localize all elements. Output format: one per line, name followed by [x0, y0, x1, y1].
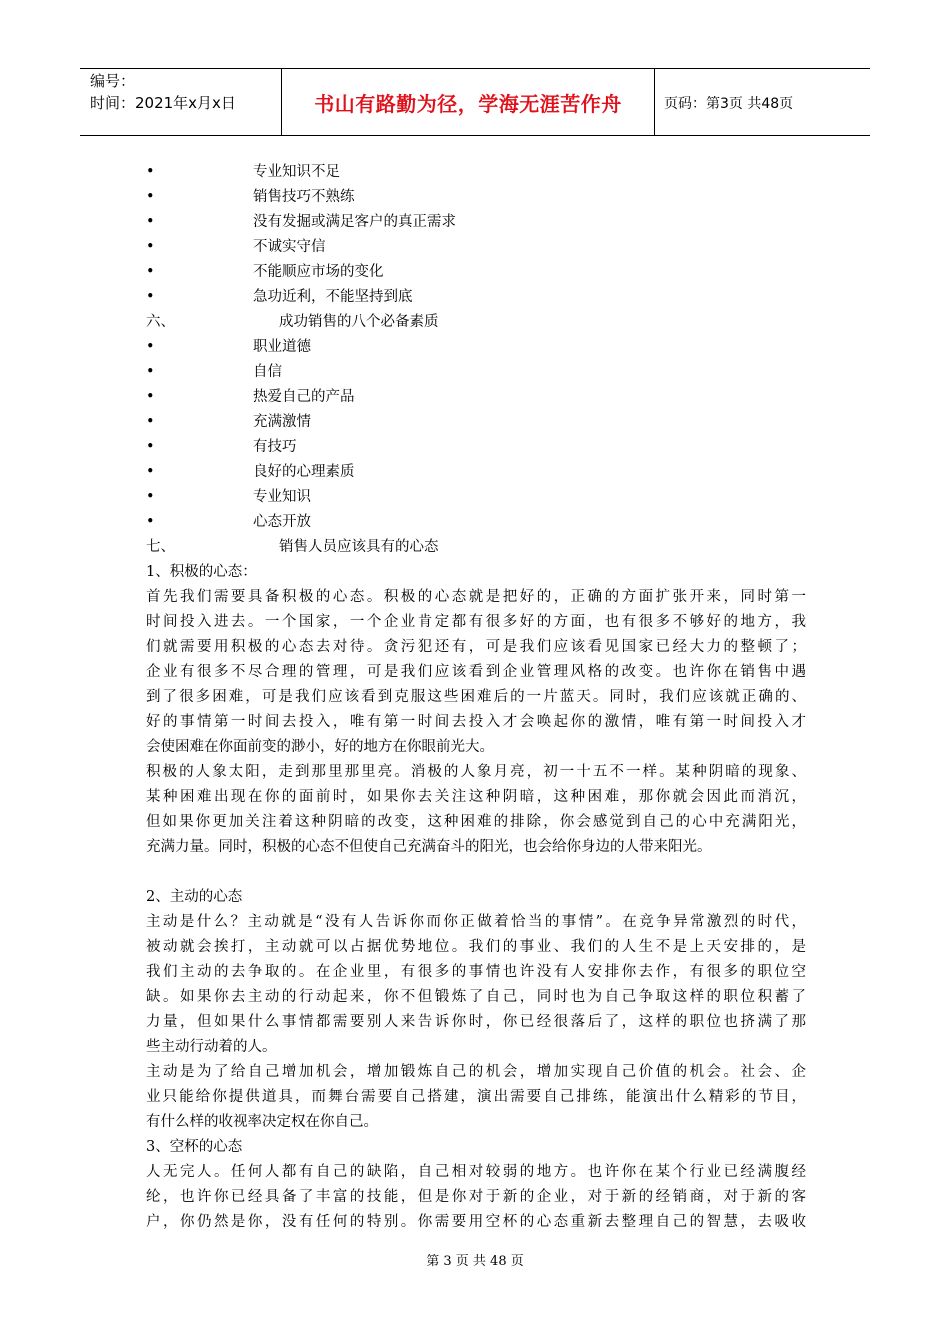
text-line: 企业有很多不尽合理的管理，可是我们应该看到企业管理风格的改变。也许你在销售中遇: [146, 664, 806, 680]
code-label: 编号：: [90, 72, 136, 90]
text-line: 纶，也许你已经具备了丰富的技能，但是你对于新的企业，对于新的经销商，对于新的客: [146, 1189, 806, 1205]
bullet-dot: •: [146, 289, 155, 305]
text-line: 户，你仍然是你，没有任何的特别。你需要用空杯的心态重新去整理自己的智慧，去吸收: [146, 1214, 806, 1230]
text-line: 首先我们需要具备积极的心态。积极的心态就是把好的，正确的方面扩张开来，同时第一: [146, 589, 806, 605]
text-line: 积极的人象太阳，走到那里那里亮。消极的人象月亮，初一十五不一样。某种阴暗的现象、: [146, 764, 806, 780]
bullet-dot: •: [146, 239, 155, 255]
bullet-dot: •: [146, 489, 155, 505]
header-page-info: 页码：第3页 共48页: [664, 96, 794, 112]
bullet-text: 急功近利，不能坚持到底: [253, 289, 413, 305]
text-line: 好的事情第一时间去投入，唯有第一时间去投入才会唤起你的激情，唯有第一时间投入才: [146, 714, 806, 730]
paragraph-proactive-1: [146, 910, 806, 1060]
bullet-dot: •: [146, 339, 155, 355]
bullet-text: 专业知识: [253, 489, 311, 505]
bullet-dot: •: [146, 464, 155, 480]
bullet-text: 销售技巧不熟练: [253, 189, 355, 205]
subheading-proactive: 2、主动的心态: [146, 889, 243, 905]
text-line: 有什么样的收视率决定权在你自己。: [146, 1114, 378, 1130]
document-body: [146, 160, 806, 1235]
text-line: 但如果你更加关注着这种阴暗的改变，这种困难的排除，你会感觉到自己的心中充满阳光，: [146, 814, 806, 830]
time-label: 时间：2021年x月x日: [90, 94, 236, 112]
bullet-item: [146, 285, 806, 310]
bullet-text: 专业知识不足: [253, 164, 340, 180]
bullet-item: [146, 360, 806, 385]
text-line: 缺。如果你去主动的行动起来，你不但锻炼了自己，同时也为自己争取这样的职位积蓄了: [146, 989, 806, 1005]
bullet-text: 不诚实守信: [253, 239, 326, 255]
paragraph-positive-2: [146, 760, 806, 860]
paragraph-positive-1: [146, 585, 806, 760]
bullet-text: 不能顺应市场的变化: [253, 264, 384, 280]
bullet-item: [146, 460, 806, 485]
section-heading-6: [146, 310, 806, 335]
bullet-item: [146, 185, 806, 210]
text-line: 某种困难出现在你的面前时，如果你去关注这种阴暗，这种困难，那你就会因此而消沉，: [146, 789, 806, 805]
bullet-text: 没有发掘或满足客户的真正需求: [253, 214, 456, 230]
text-line: 人无完人。任何人都有自己的缺陷，自己相对较弱的地方。也许你在某个行业已经满腹经: [146, 1164, 806, 1180]
text-line: 时间投入进去。一个国家，一个企业肯定都有很多好的方面，也有很多不够好的地方，我: [146, 614, 806, 630]
text-line: 我们主动的去争取的。在企业里，有很多的事情也许没有人安排你去作，有很多的职位空: [146, 964, 806, 980]
paragraph-proactive-2: [146, 1060, 806, 1135]
bullet-item: [146, 210, 806, 235]
text-line: 力量，但如果什么事情都需要别人来告诉你时，你已经很落后了，这样的职位也挤满了那: [146, 1014, 806, 1030]
bullet-dot: •: [146, 214, 155, 230]
paragraph-empty-cup: [146, 1160, 806, 1235]
bullet-text: 良好的心理素质: [253, 464, 355, 480]
header-top-rule: [80, 68, 870, 69]
bullet-text: 充满激情: [253, 414, 311, 430]
subheading-empty-cup: 3、空杯的心态: [146, 1139, 243, 1155]
bullet-list-qualities: [146, 335, 806, 535]
bullet-dot: •: [146, 189, 155, 205]
subheading-positive: 1、积极的心态：: [146, 564, 257, 580]
bullet-dot: •: [146, 439, 155, 455]
bullet-item: [146, 160, 806, 185]
bullet-item: [146, 435, 806, 460]
bullet-item: [146, 485, 806, 510]
bullet-dot: •: [146, 364, 155, 380]
bullet-text: 有技巧: [253, 439, 297, 455]
page-footer: 第 3 页 共 48 页: [426, 1254, 524, 1269]
text-line: 主动是什么？主动就是“没有人告诉你而你正做着恰当的事情”。在竞争异常激烈的时代，: [146, 914, 806, 930]
bullet-item: [146, 510, 806, 535]
bullet-text: 自信: [253, 364, 282, 380]
bullet-item: [146, 385, 806, 410]
section-number: 六、: [146, 314, 175, 330]
text-line: 会使困难在你面前变的渺小，好的地方在你眼前光大。: [146, 739, 494, 755]
text-line: 充满力量。同时，积极的心态不但使自己充满奋斗的阳光，也会给你身边的人带来阳光。: [146, 839, 712, 855]
bullet-item: [146, 410, 806, 435]
header-meta: [90, 70, 236, 114]
bullet-list-reasons: [146, 160, 806, 310]
section-title: 销售人员应该具有的心态: [279, 539, 439, 555]
header-motto: 书山有路勤为径，学海无涯苦作舟: [314, 92, 622, 116]
bullet-item: [146, 235, 806, 260]
bullet-dot: •: [146, 414, 155, 430]
bullet-text: 心态开放: [253, 514, 311, 530]
section-title: 成功销售的八个必备素质: [279, 314, 439, 330]
text-line: 业只能给你提供道具，而舞台需要自己搭建，演出需要自己排练，能演出什么精彩的节目，: [146, 1089, 806, 1105]
text-line: 些主动行动着的人。: [146, 1039, 277, 1055]
section-heading-7: [146, 535, 806, 560]
bullet-dot: •: [146, 164, 155, 180]
bullet-text: 热爱自己的产品: [253, 389, 355, 405]
bullet-item: [146, 260, 806, 285]
bullet-item: [146, 335, 806, 360]
text-line: 被动就会挨打，主动就可以占据优势地位。我们的事业、我们的人生不是上天安排的，是: [146, 939, 806, 955]
text-line: 主动是为了给自己增加机会，增加锻炼自己的机会，增加实现自己价值的机会。社会、企: [146, 1064, 806, 1080]
bullet-dot: •: [146, 264, 155, 280]
bullet-text: 职业道德: [253, 339, 311, 355]
section-number: 七、: [146, 539, 175, 555]
header-bottom-rule: [80, 135, 870, 136]
text-line: 们就需要用积极的心态去对待。贪污犯还有，可是我们应该看见国家已经大力的整顿了；: [146, 639, 806, 655]
text-line: 到了很多困难，可是我们应该看到克服这些困难后的一片蓝天。同时，我们应该就正确的、: [146, 689, 806, 705]
bullet-dot: •: [146, 514, 155, 530]
bullet-dot: •: [146, 389, 155, 405]
blank-line: [146, 860, 806, 885]
header-divider-right: [654, 68, 655, 135]
